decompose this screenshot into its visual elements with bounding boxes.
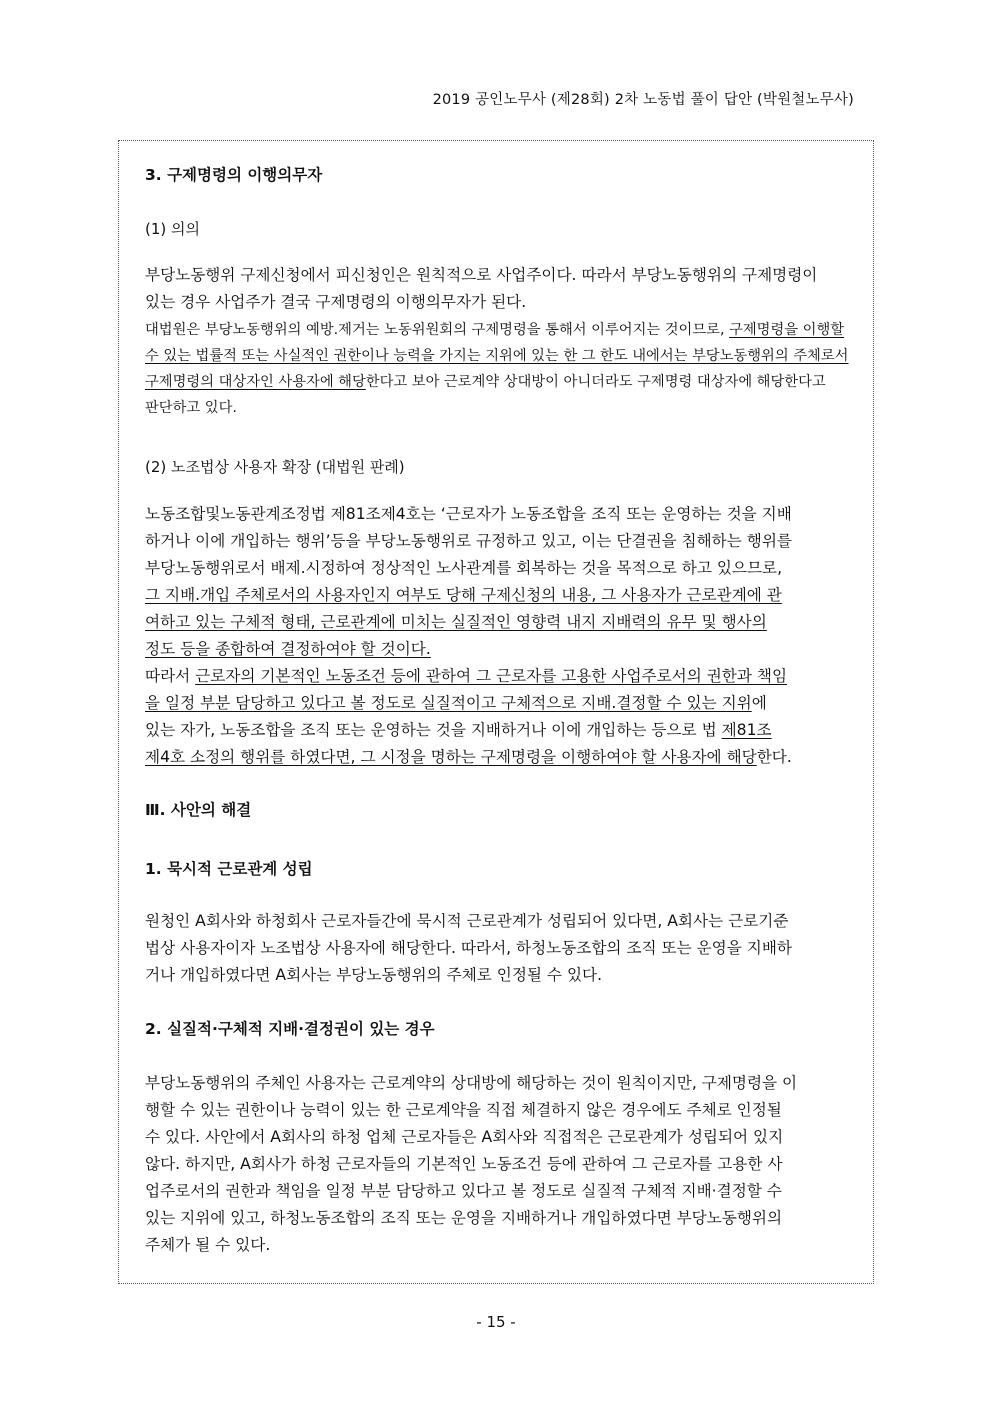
text-run: 따라서 — [145, 667, 196, 685]
text-line: 수 있다. 사안에서 A회사의 하청 업체 근로자들은 A회사와 직접적은 근로관계가 성립되어 있지 — [145, 1128, 784, 1146]
text-line: 하거나 이에 개입하는 행위’등을 부당노동행위로 규정하고 있고, 이는 단결권을 침해하는 행위를 — [145, 532, 792, 550]
paragraph — [145, 317, 853, 421]
paragraph — [145, 501, 853, 771]
paragraph — [145, 1070, 853, 1259]
text-line: 주체가 될 수 있다. — [145, 1236, 271, 1254]
text-line: 있는 지위에 있고, 하청노동조합의 조직 또는 운영을 지배하거나 개입하였다면 부당노동행위의 — [145, 1209, 783, 1227]
text-run: 한다고 보아 근로계약 상대방이 아니더라도 구제명령 대상자에 해당한다고 — [365, 374, 826, 390]
text-line — [145, 744, 853, 771]
text-line: 부당노동행위로서 배제.시정하여 정상적인 노사관계를 회복하는 것을 목적으로 하고 있으므로, — [145, 559, 783, 577]
text-line — [145, 663, 853, 690]
text-run: 에 — [751, 694, 767, 712]
text-line: 판단하고 있다. — [145, 400, 237, 416]
underlined-text: 근로자의 기본적인 노동조건 등에 관하여 그 근로자를 고용한 사업주로서의 권한과 책임 — [195, 667, 788, 685]
page-header: 2019 공인노무사 (제28회) 2차 노동법 풀이 답안 (박원철노무사) — [432, 92, 854, 108]
text-line — [145, 609, 853, 636]
text-line: 노동조합및노동관계조정법 제81조제4호는 ‘근로자가 노동조합을 조직 또는 운영하는 것을 지배 — [145, 505, 792, 523]
text-line — [145, 690, 853, 717]
subsection-heading: (1) 의의 — [145, 220, 200, 238]
text-line — [145, 369, 853, 395]
section-heading: Ⅲ. 사안의 해결 — [145, 801, 252, 819]
text-line: 행할 수 있는 권한이나 능력이 있는 한 근로계약을 직접 체결하지 않은 경우에도 주체로 인정될 — [145, 1101, 782, 1119]
text-line — [145, 317, 853, 343]
text-line: 원청인 A회사와 하청회사 근로자들간에 묵시적 근로관계가 성립되어 있다면, A회사는 근로기준 — [145, 912, 789, 930]
subsection-heading: 2. 실질적·구체적 지배·결정권이 있는 경우 — [145, 1020, 435, 1038]
text-line: 부당노동행위 구제신청에서 피신청인은 원칙적으로 사업주이다. 따라서 부당노동행위의 구제명령이 — [145, 266, 818, 284]
underlined-text: 구제명령을 이행할 — [729, 322, 845, 338]
underlined-text: 수 있는 법률적 또는 사실적인 권한이나 능력을 가지는 지위에 있는 한 그 한도 내에서는 부당노동행위의 주체로서 — [145, 348, 849, 364]
subsection-heading: (2) 노조법상 사용자 확장 (대법원 판례) — [145, 458, 405, 476]
text-line: 있는 경우 사업주가 결국 구제명령의 이행의무자가 된다. — [145, 293, 527, 311]
text-line: 않다. 하지만, A회사가 하청 근로자들의 기본적인 노동조건 등에 관하여 그 근로자를 고용한 사 — [145, 1155, 783, 1173]
paragraph — [145, 262, 853, 316]
text-line — [145, 717, 853, 744]
text-line — [145, 343, 853, 369]
underlined-text: 그 지배.개입 주체로서의 사용자인지 여부도 당해 구제신청의 내용, 그 사용자가 근로관계에 관 — [145, 586, 782, 604]
text-line — [145, 582, 853, 609]
text-run: 대법원은 부당노동행위의 예방.제거는 노동위원회의 구제명령을 통해서 이루어지는 것이므로, — [145, 322, 730, 338]
section-heading: 3. 구제명령의 이행의무자 — [145, 166, 323, 184]
answer-box — [118, 140, 874, 1284]
text-line: 법상 사용자이자 노조법상 사용자에 해당한다. 따라서, 하청노동조합의 조직 또는 운영을 지배하 — [145, 939, 792, 957]
underlined-text: 제81조 — [721, 721, 772, 739]
text-line — [145, 636, 853, 663]
underlined-text: 정도 등을 종합하여 결정하여야 할 것이다. — [145, 640, 431, 658]
text-line: 업주로서의 권한과 책임을 일정 부분 담당하고 있다고 볼 정도로 실질적 구체적 지배·결정할 수 — [145, 1182, 782, 1200]
underlined-text: 제4호 소정의 행위를 하였다면, 그 시정을 명하는 구제명령을 이행하여야 할 사용자에 해당 — [145, 748, 757, 766]
underlined-text: 을 일정 부분 담당하고 있다고 볼 정도로 실질적이고 구체적으로 지배.결정할 수 있는 지위 — [145, 694, 752, 712]
underlined-text: 구제명령의 대상자인 사용자에 해당 — [145, 374, 366, 390]
page-number: - 15 - — [476, 1313, 516, 1331]
text-line: 부당노동행위의 주체인 사용자는 근로계약의 상대방에 해당하는 것이 원칙이지만, 구제명령을 이 — [145, 1074, 798, 1092]
subsection-heading: 1. 묵시적 근로관계 성립 — [145, 860, 313, 878]
text-run: 한다. — [756, 748, 792, 766]
text-line: 거나 개입하였다면 A회사는 부당노동행위의 주체로 인정될 수 있다. — [145, 966, 603, 984]
paragraph — [145, 908, 853, 989]
text-run: 있는 자가, 노동조합을 조직 또는 운영하는 것을 지배하거나 이에 개입하는 등으로 법 — [145, 721, 722, 739]
underlined-text: 여하고 있는 구체적 형태, 근로관계에 미치는 실질적인 영향력 내지 지배력의 유무 및 행사의 — [145, 613, 767, 631]
